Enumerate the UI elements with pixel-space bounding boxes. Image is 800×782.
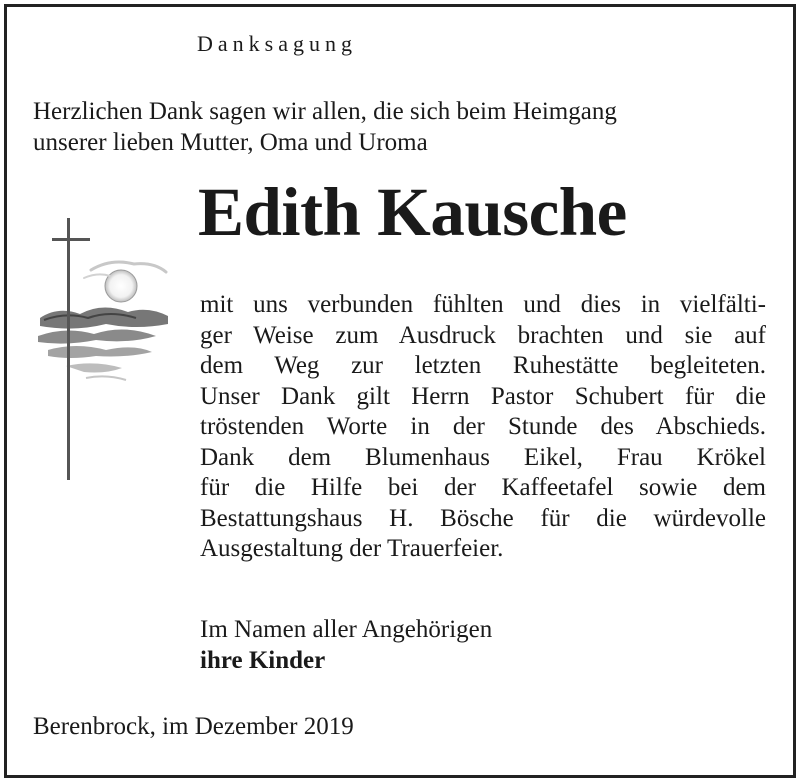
body-line: ger Weise zum Ausdruck brachten und sie auf: [200, 321, 766, 349]
signature: ihre Kinder: [200, 646, 326, 674]
body-line: dem Weg zur letzten Ruhestätte begleiteten.: [200, 352, 766, 379]
body-line: für die Hilfe bei der Kaffeetafel sowie dem: [200, 474, 766, 501]
cross-landscape-icon: [36, 218, 186, 485]
body-line: tröstenden Worte in der Stunde des Abschieds.: [200, 413, 766, 440]
body-line: Ausgestaltung der Trauerfeier.: [200, 535, 504, 562]
body-text: [200, 290, 766, 565]
intro-text: [33, 96, 767, 158]
intro-line: unserer lieben Mutter, Oma und Uroma: [33, 129, 428, 156]
body-line: Bestattungshaus H. Bösche für die würdevolle: [200, 504, 766, 532]
notice-heading: Danksagung: [197, 31, 357, 56]
intro-line: Herzlichen Dank sagen wir allen, die sich beim Heimgang: [33, 98, 617, 125]
signature-block: [200, 615, 492, 676]
body-line: Dank dem Blumenhaus Eikel, Frau Krökel: [200, 443, 766, 471]
deceased-name: Edith Kausche: [198, 174, 627, 250]
body-line: Unser Dank gilt Herrn Pastor Schubert für die: [200, 382, 766, 410]
closing-line: Im Namen aller Angehörigen: [200, 616, 493, 643]
place-date: Berenbrock, im Dezember 2019: [33, 713, 354, 740]
body-line: mit uns verbunden fühlten und dies in vielfälti-: [200, 291, 766, 318]
